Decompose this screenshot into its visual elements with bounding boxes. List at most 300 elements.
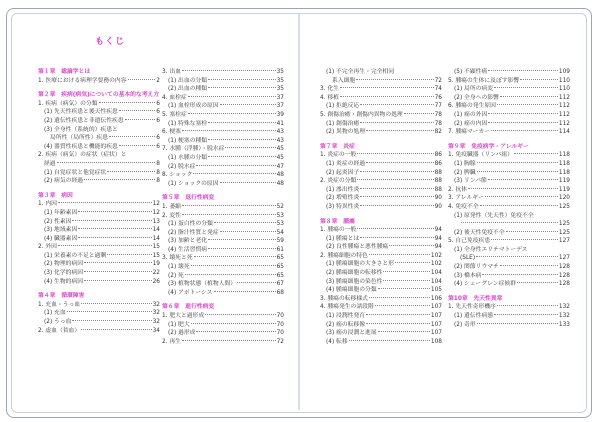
toc-entry[interactable] bbox=[162, 85, 284, 94]
toc-page-number: 125 bbox=[558, 221, 570, 228]
dot-leader bbox=[214, 222, 276, 223]
toc-entry[interactable] bbox=[162, 329, 284, 338]
toc-page-number: 110 bbox=[558, 86, 570, 93]
toc-entry[interactable] bbox=[38, 209, 160, 218]
dot-leader bbox=[72, 320, 151, 321]
toc-page-number: 104 bbox=[430, 270, 442, 277]
toc-entry[interactable] bbox=[162, 145, 284, 154]
toc-page-number: 94 bbox=[434, 244, 442, 251]
toc-entry-text: 6. 梗塞 bbox=[162, 129, 181, 136]
dot-leader bbox=[349, 340, 430, 341]
chapter-heading: 第３章 病因 bbox=[38, 192, 73, 199]
toc-entry[interactable] bbox=[38, 100, 160, 109]
toc-entry[interactable] bbox=[448, 203, 570, 212]
dot-leader bbox=[182, 205, 276, 206]
toc-page-number: 48 bbox=[276, 180, 284, 187]
toc-entry[interactable] bbox=[320, 321, 442, 330]
toc-entry-text: (3) 腫瘍細胞の染色性 bbox=[326, 278, 383, 285]
dot-leader bbox=[196, 165, 275, 166]
toc-entry[interactable] bbox=[448, 321, 570, 330]
toc-entry-text: (2) 後天性免疫不全 bbox=[454, 229, 505, 236]
toc-page-number: 8 bbox=[156, 169, 160, 176]
dot-leader bbox=[196, 331, 275, 332]
toc-entry-text: (3) 地域素因 bbox=[44, 227, 78, 234]
toc-entry[interactable] bbox=[38, 151, 160, 160]
toc-entry[interactable] bbox=[38, 117, 160, 126]
toc-entry[interactable] bbox=[162, 163, 284, 172]
dot-leader bbox=[340, 87, 434, 88]
toc-entry-text: (1) 出血の分類 bbox=[168, 77, 208, 84]
toc-page-number: 110 bbox=[558, 77, 570, 84]
dot-leader bbox=[477, 162, 558, 163]
toc-entry-text: 2. 腫瘍細胞の特色 bbox=[320, 252, 368, 259]
toc-entry[interactable] bbox=[448, 263, 570, 272]
toc-entry[interactable] bbox=[162, 120, 284, 129]
dot-leader bbox=[340, 96, 434, 97]
toc-entry[interactable] bbox=[162, 321, 284, 330]
toc-entry[interactable] bbox=[320, 286, 442, 295]
toc-entry[interactable] bbox=[38, 269, 160, 278]
dot-leader bbox=[520, 79, 558, 80]
toc-entry[interactable] bbox=[162, 338, 284, 347]
dot-leader bbox=[480, 205, 558, 206]
toc-entry[interactable] bbox=[448, 177, 570, 186]
toc-entry-text: 3. 壊死と死 bbox=[162, 255, 193, 262]
dot-leader bbox=[225, 147, 275, 148]
toc-entry-text: 5. 自己免疫疾患 bbox=[448, 238, 491, 245]
toc-entry-text: (2) 脂汁性質と発症 bbox=[168, 229, 219, 236]
toc-entry[interactable] bbox=[448, 246, 570, 255]
toc-entry[interactable] bbox=[320, 260, 442, 269]
toc-entry[interactable] bbox=[38, 134, 160, 143]
dot-leader bbox=[107, 171, 155, 172]
toc-entry-text: (2) 物理的病因 bbox=[44, 261, 84, 268]
toc-page-number: 112 bbox=[558, 111, 570, 118]
dot-leader bbox=[99, 102, 156, 103]
toc-entry-text: (2) 起炎因子 bbox=[326, 169, 360, 176]
dot-leader bbox=[185, 274, 276, 275]
toc-entry[interactable] bbox=[38, 200, 160, 209]
toc-page-number: 86 bbox=[434, 152, 442, 159]
toc-entry[interactable] bbox=[162, 289, 284, 298]
toc-entry-text: (1) 局所の病変 bbox=[454, 86, 494, 93]
toc-entry[interactable] bbox=[320, 303, 442, 312]
toc-page-number: 88 bbox=[434, 178, 442, 185]
dot-leader bbox=[366, 323, 430, 324]
toc-entry[interactable] bbox=[38, 278, 160, 287]
toc-page-number: 119 bbox=[558, 186, 570, 193]
dot-leader bbox=[482, 274, 557, 275]
dot-leader bbox=[500, 96, 558, 97]
dot-leader bbox=[109, 136, 155, 137]
toc-entry[interactable] bbox=[320, 77, 442, 86]
toc-entry-text: (2) 癌の転移像 bbox=[326, 321, 366, 328]
toc-entry[interactable] bbox=[448, 120, 570, 129]
toc-entry[interactable] bbox=[448, 280, 570, 289]
dot-leader bbox=[366, 162, 434, 163]
chapter-heading: 第８章 腫瘍 bbox=[320, 218, 355, 225]
dot-leader bbox=[494, 314, 558, 315]
toc-page-number: 6 bbox=[156, 143, 160, 150]
dot-leader bbox=[356, 79, 433, 80]
toc-entry[interactable] bbox=[320, 169, 442, 178]
toc-entry-text: 2. 虚血（貧血） bbox=[38, 327, 81, 334]
toc-entry[interactable] bbox=[448, 169, 570, 178]
toc-entry-text: 5. 創傷治癒・創傷内異物の処理 bbox=[320, 111, 403, 118]
toc-entry-text: 5. 塞栓症 bbox=[162, 111, 187, 118]
toc-entry[interactable] bbox=[320, 128, 442, 137]
dot-leader bbox=[125, 119, 156, 120]
toc-entry[interactable] bbox=[162, 137, 284, 146]
toc-page-number: 6 bbox=[156, 109, 160, 116]
toc-entry[interactable] bbox=[448, 194, 570, 203]
toc-entry[interactable] bbox=[448, 68, 570, 77]
dot-leader bbox=[182, 214, 276, 215]
toc-entry-text: (1) 全身性エリテマトーデス bbox=[454, 246, 528, 253]
dot-leader bbox=[494, 87, 558, 88]
toc-entry[interactable] bbox=[162, 254, 284, 263]
toc-page-number: 35 bbox=[276, 69, 284, 75]
toc-entry[interactable] bbox=[448, 102, 570, 111]
dot-leader bbox=[488, 70, 558, 71]
toc-entry-text: 4. 移植 bbox=[320, 94, 339, 101]
toc-entry[interactable] bbox=[38, 318, 160, 327]
toc-page-number: 15 bbox=[152, 252, 160, 259]
dot-leader bbox=[477, 171, 558, 172]
dot-leader bbox=[182, 70, 276, 71]
dot-leader bbox=[78, 228, 151, 229]
toc-entry[interactable] bbox=[38, 108, 160, 117]
toc-entry-text: (2) 過形成 bbox=[168, 330, 196, 337]
toc-entry-text: (2) 全身への影響 bbox=[454, 94, 499, 101]
toc-entry-text: (1) 充血 bbox=[44, 310, 66, 317]
dot-leader bbox=[378, 331, 430, 332]
dot-leader bbox=[58, 245, 152, 246]
dot-leader bbox=[214, 291, 276, 292]
dot-leader bbox=[461, 222, 558, 223]
toc-entry[interactable] bbox=[448, 229, 570, 238]
toc-entry-text: 7. 水腫（浮腫）・脱水症 bbox=[162, 146, 225, 153]
dot-leader bbox=[506, 231, 558, 232]
dot-leader bbox=[360, 237, 433, 238]
dot-leader bbox=[488, 113, 558, 114]
toc-page-number: 119 bbox=[558, 178, 570, 185]
dot-leader bbox=[360, 104, 433, 105]
toc-entry[interactable] bbox=[162, 237, 284, 246]
toc-entry[interactable] bbox=[448, 160, 570, 169]
dot-leader bbox=[119, 110, 155, 111]
toc-entry[interactable] bbox=[38, 301, 160, 310]
toc-page-number: 112 bbox=[558, 94, 570, 101]
toc-entry[interactable] bbox=[320, 94, 442, 103]
toc-entry-text: 3. 腫瘍の転移様式 bbox=[320, 295, 368, 302]
toc-entry[interactable] bbox=[320, 243, 442, 252]
toc-entry[interactable] bbox=[448, 77, 570, 86]
toc-entry[interactable] bbox=[448, 212, 570, 221]
toc-entry-text: (4) 生物的病因 bbox=[44, 278, 84, 285]
toc-entry[interactable] bbox=[320, 338, 442, 347]
dot-leader bbox=[78, 211, 151, 212]
toc-entry-text: 1. 充血・うっ血 bbox=[38, 301, 81, 308]
toc-entry[interactable] bbox=[38, 327, 160, 336]
dot-leader bbox=[84, 280, 152, 281]
toc-entry[interactable] bbox=[320, 269, 442, 278]
toc-entry-text: 3. アレルギー bbox=[448, 195, 484, 202]
dot-leader bbox=[78, 237, 151, 238]
toc-entry[interactable] bbox=[320, 111, 442, 120]
dot-leader bbox=[378, 288, 430, 289]
toc-entry[interactable] bbox=[162, 263, 284, 272]
toc-entry[interactable] bbox=[38, 126, 160, 135]
toc-entry[interactable] bbox=[162, 94, 284, 103]
toc-page-number: 109 bbox=[558, 69, 570, 75]
toc-page-number: 127 bbox=[558, 238, 570, 245]
dot-leader bbox=[84, 262, 152, 263]
toc-entry-text: 2. 抗体 bbox=[448, 186, 467, 193]
toc-entry[interactable] bbox=[320, 177, 442, 186]
toc-entry[interactable] bbox=[162, 212, 284, 221]
toc-entry-text: (1) 梗塞の種類 bbox=[168, 137, 208, 144]
toc-entry[interactable] bbox=[38, 160, 160, 169]
toc-entry-text: (1) 水腫の分類 bbox=[168, 154, 208, 161]
toc-entry-text: (2) 性素因 bbox=[44, 218, 72, 225]
toc-page-number: 94 bbox=[434, 235, 442, 242]
toc-entry[interactable] bbox=[162, 272, 284, 281]
dot-leader bbox=[188, 113, 276, 114]
dot-leader bbox=[369, 254, 430, 255]
toc-entry-text: 3. 化生 bbox=[320, 86, 339, 93]
toc-entry[interactable] bbox=[320, 160, 442, 169]
toc-entry-text: (3) 植物状態（植物人間） bbox=[168, 281, 237, 288]
toc-entry[interactable] bbox=[320, 186, 442, 195]
toc-entry-text: 2. 疾病（病気）の症状（症状）と bbox=[38, 152, 127, 159]
toc-entry[interactable] bbox=[162, 154, 284, 163]
toc-page-number: 15 bbox=[152, 244, 160, 251]
toc-page-number: 35 bbox=[276, 86, 284, 93]
toc-entry[interactable] bbox=[448, 94, 570, 103]
toc-entry-text: 1. 炎症の一般 bbox=[320, 152, 357, 159]
toc-entry-text: 1. 内因 bbox=[38, 201, 57, 208]
toc-page-number: 52 bbox=[276, 203, 284, 210]
dot-leader bbox=[84, 179, 155, 180]
dot-leader bbox=[208, 79, 276, 80]
toc-entry[interactable] bbox=[38, 243, 160, 252]
dot-leader bbox=[360, 205, 433, 206]
toc-entry[interactable] bbox=[448, 111, 570, 120]
toc-page-number: 78 bbox=[434, 111, 442, 118]
toc-entry[interactable] bbox=[162, 180, 284, 189]
toc-entry[interactable] bbox=[448, 220, 570, 229]
toc-page-number: 77 bbox=[434, 103, 442, 110]
toc-entry[interactable] bbox=[320, 120, 442, 129]
toc-page-number: 86 bbox=[434, 160, 442, 167]
toc-entry[interactable] bbox=[320, 252, 442, 261]
dot-leader bbox=[500, 265, 558, 266]
toc-entry[interactable] bbox=[448, 272, 570, 281]
toc-entry[interactable] bbox=[38, 77, 160, 86]
toc-column-4 bbox=[448, 68, 570, 329]
dot-leader bbox=[191, 265, 276, 266]
dot-leader bbox=[488, 122, 558, 123]
dot-leader bbox=[208, 139, 276, 140]
toc-entry[interactable] bbox=[38, 226, 160, 235]
toc-entry[interactable] bbox=[162, 280, 284, 289]
dot-leader bbox=[208, 239, 276, 240]
toc-page-number: 39 bbox=[276, 111, 284, 118]
toc-entry-text: 1. 腫瘍の一般 bbox=[320, 227, 357, 234]
toc-page-number: 120 bbox=[558, 195, 570, 202]
toc-entry[interactable] bbox=[320, 68, 442, 77]
toc-entry[interactable] bbox=[38, 169, 160, 178]
dot-leader bbox=[194, 256, 276, 257]
toc-page-number: 133 bbox=[558, 321, 570, 328]
toc-entry[interactable] bbox=[320, 226, 442, 235]
toc-entry[interactable] bbox=[448, 254, 570, 263]
toc-entry-text: 経過 bbox=[44, 160, 56, 167]
chapter-heading: 第２章 疾病(病気)についての基本的な考え方 bbox=[38, 92, 160, 99]
toc-page-number: 65 bbox=[276, 264, 284, 271]
toc-page-number: 76 bbox=[434, 94, 442, 101]
toc-entry[interactable] bbox=[448, 237, 570, 246]
toc-page-number: 65 bbox=[276, 255, 284, 262]
toc-entry-text: (2) 遺伝性疾患と非遺伝性疾患 bbox=[44, 117, 124, 124]
toc-entry-text: (3) 化学的病因 bbox=[44, 270, 84, 277]
dot-leader bbox=[488, 179, 558, 180]
toc-entry[interactable] bbox=[320, 102, 442, 111]
toc-entry-text: (1) 胸腺 bbox=[454, 160, 476, 167]
toc-page-number: 13 bbox=[152, 218, 160, 225]
chapter-heading: 第７章 炎症 bbox=[320, 143, 355, 150]
toc-column-2 bbox=[162, 68, 284, 346]
toc-entry-text: (2) 増殖性炎 bbox=[326, 195, 360, 202]
toc-entry-text: 局所性（局所性）疾患 bbox=[50, 135, 108, 142]
toc-page-number: 70 bbox=[276, 330, 284, 337]
toc-entry[interactable] bbox=[38, 252, 160, 261]
dot-leader bbox=[360, 196, 433, 197]
toc-entry[interactable] bbox=[38, 177, 160, 186]
toc-entry[interactable] bbox=[162, 171, 284, 180]
toc-entry[interactable] bbox=[448, 186, 570, 195]
toc-page-number: 45 bbox=[276, 154, 284, 161]
toc-entry[interactable] bbox=[448, 312, 570, 321]
toc-entry[interactable] bbox=[162, 111, 284, 120]
toc-entry[interactable] bbox=[162, 68, 284, 77]
toc-page-number: 114 bbox=[558, 129, 570, 136]
toc-entry-text: (1) 不完全再生・完全相同 bbox=[326, 69, 395, 75]
toc-entry-text: 1. 先天性奇形機序 bbox=[448, 304, 496, 311]
toc-entry-text: (4) 生活習慣病 bbox=[168, 246, 208, 253]
toc-entry[interactable] bbox=[162, 312, 284, 321]
toc-entry-text: 1. 萎縮 bbox=[162, 203, 181, 210]
toc-entry[interactable] bbox=[320, 85, 442, 94]
dot-leader bbox=[119, 145, 155, 146]
toc-entry[interactable] bbox=[162, 77, 284, 86]
toc-page-number: 2 bbox=[156, 77, 160, 84]
toc-entry[interactable] bbox=[320, 278, 442, 287]
toc-page-number: 65 bbox=[276, 272, 284, 279]
toc-entry-text: (1) 蛋白性の分類 bbox=[168, 221, 213, 228]
toc-page-number: 54 bbox=[276, 229, 284, 236]
dot-leader bbox=[357, 228, 433, 229]
dot-leader bbox=[188, 96, 276, 97]
toc-page-number: 125 bbox=[558, 229, 570, 236]
toc-entry[interactable] bbox=[162, 229, 284, 238]
dot-leader bbox=[366, 130, 434, 131]
toc-entry[interactable] bbox=[162, 128, 284, 137]
toc-page-number: 128 bbox=[558, 264, 570, 271]
toc-entry[interactable] bbox=[320, 151, 442, 160]
toc-entry-text: 2. 炎症の分類 bbox=[320, 178, 357, 185]
toc-entry-text: 4. 免疫不全 bbox=[448, 203, 479, 210]
dot-leader bbox=[84, 271, 152, 272]
toc-entry[interactable] bbox=[320, 312, 442, 321]
toc-entry[interactable] bbox=[448, 128, 570, 137]
toc-entry-text: (3) 橋本病 bbox=[454, 272, 482, 279]
toc-page-number: 118 bbox=[558, 152, 570, 159]
toc-entry[interactable] bbox=[38, 143, 160, 152]
toc-page-number: 70 bbox=[276, 313, 284, 320]
toc-page-number: 102 bbox=[430, 261, 442, 268]
toc-entry[interactable] bbox=[320, 295, 442, 304]
dot-leader bbox=[208, 156, 276, 157]
toc-entry[interactable] bbox=[448, 151, 570, 160]
toc-entry-text: (1) ショックの原因 bbox=[168, 180, 219, 187]
toc-entry-text: (2) 脾臓 bbox=[454, 169, 476, 176]
toc-page-number: 127 bbox=[558, 255, 570, 262]
toc-column-1 bbox=[38, 68, 160, 335]
toc-page-number: 104 bbox=[430, 278, 442, 285]
toc-entry-text: 1. 免疫臓器（リンパ組） bbox=[448, 152, 513, 159]
toc-entry-text: (1) 肥大 bbox=[168, 321, 190, 328]
toc-page-number: 128 bbox=[558, 281, 570, 288]
toc-entry[interactable] bbox=[448, 85, 570, 94]
dot-leader bbox=[476, 256, 558, 257]
toc-entry-text: (2) 異物の処理 bbox=[326, 129, 366, 136]
toc-entry[interactable] bbox=[162, 203, 284, 212]
toc-entry-text: (1) 拒絶反応 bbox=[326, 103, 360, 110]
toc-entry[interactable] bbox=[162, 102, 284, 111]
toc-page-number: 12 bbox=[152, 201, 160, 208]
toc-page-number: 72 bbox=[276, 338, 284, 345]
toc-page-number: 105 bbox=[430, 287, 442, 294]
toc-page-number: 132 bbox=[558, 313, 570, 320]
chapter-heading: 第６章 進行性病変 bbox=[162, 304, 215, 311]
toc-entry-text: (2) 死 bbox=[168, 272, 184, 279]
toc-entry[interactable] bbox=[320, 194, 442, 203]
toc-page-number: 45 bbox=[276, 146, 284, 153]
dot-leader bbox=[220, 104, 276, 105]
dot-leader bbox=[58, 202, 152, 203]
toc-page-number: 70 bbox=[276, 321, 284, 328]
dot-leader bbox=[517, 282, 558, 283]
toc-entry[interactable] bbox=[38, 235, 160, 244]
dot-leader bbox=[360, 188, 433, 189]
toc-entry[interactable] bbox=[38, 218, 160, 227]
toc-entry[interactable] bbox=[162, 246, 284, 255]
dot-leader bbox=[182, 130, 276, 131]
toc-entry[interactable] bbox=[38, 309, 160, 318]
toc-page-number: 6 bbox=[156, 135, 160, 142]
toc-page-number: 35 bbox=[276, 77, 284, 84]
toc-entry[interactable] bbox=[320, 329, 442, 338]
toc-entry[interactable] bbox=[448, 303, 570, 312]
toc-entry[interactable] bbox=[320, 235, 442, 244]
toc-entry-text: 1. 医療における病理学要務の内容 bbox=[38, 77, 127, 84]
dot-leader bbox=[208, 248, 276, 249]
toc-entry[interactable] bbox=[38, 260, 160, 269]
toc-entry[interactable] bbox=[162, 220, 284, 229]
toc-entry[interactable] bbox=[320, 203, 442, 212]
